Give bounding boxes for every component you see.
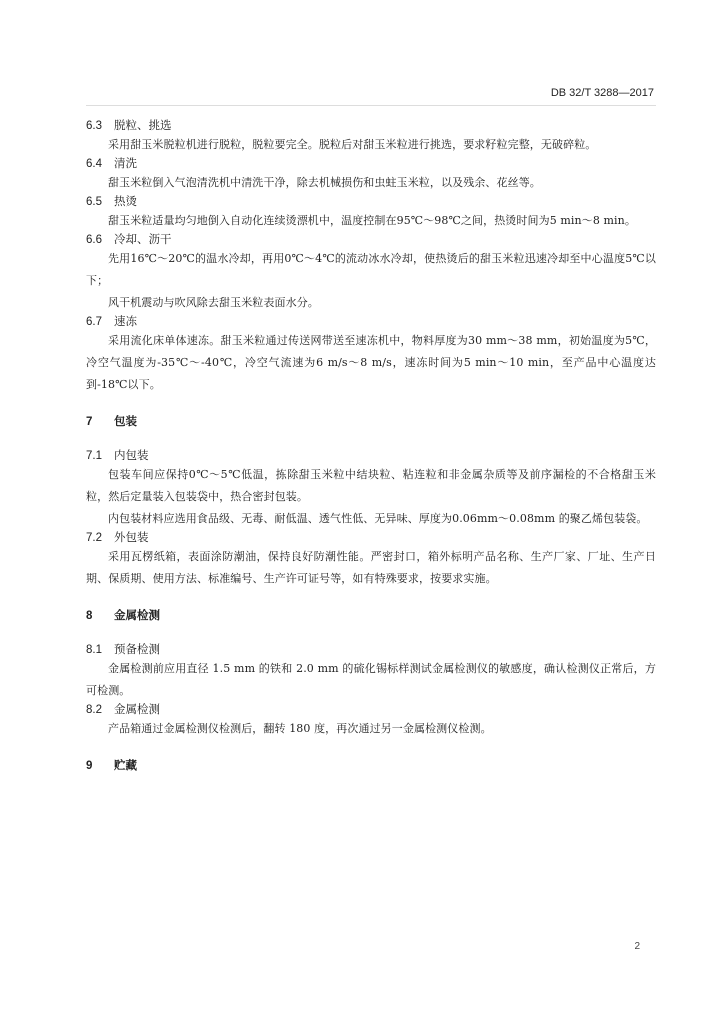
paragraph: 风干机震动与吹风除去甜玉米粒表面水分。 bbox=[108, 296, 319, 309]
heading-title: 清洗 bbox=[114, 158, 137, 170]
paragraph: 采用甜玉米脱粒机进行脱粒，脱粒要完全。脱粒后对甜玉米粒进行挑选，要求籽粒完整，无破碎粒。 bbox=[108, 138, 597, 151]
heading-title: 贮藏 bbox=[114, 760, 137, 772]
heading-8-1 bbox=[86, 642, 656, 658]
heading-number: 6.5 bbox=[86, 196, 102, 208]
heading-title: 外包装 bbox=[114, 532, 149, 544]
heading-number: 6.6 bbox=[86, 234, 102, 246]
heading-7-2 bbox=[86, 530, 656, 546]
heading-8 bbox=[86, 608, 656, 624]
paragraph: 金属检测前应用直径 1.5 mm 的铁和 2.0 mm 的硫化锡标样测试金属检测仪的敏感度，确认检测仪正常后，方可检测。 bbox=[86, 662, 656, 697]
document-code: DB 32/T 3288—2017 bbox=[550, 87, 654, 99]
heading-number: 6.3 bbox=[86, 120, 102, 132]
heading-number: 6.7 bbox=[86, 316, 102, 328]
heading-6-7 bbox=[86, 314, 656, 330]
heading-title: 内包装 bbox=[114, 450, 149, 462]
paragraph: 先用16℃～20℃的温水冷却，再用0℃～4℃的流动冰水冷却，使热烫后的甜玉米粒迅速冷却至中心温度5℃以下； bbox=[86, 252, 656, 287]
paragraph: 甜玉米粒倒入气泡清洗机中清洗干净，除去机械损伤和虫蛀玉米粒，以及残余、花丝等。 bbox=[108, 176, 541, 189]
heading-number: 8.1 bbox=[86, 644, 102, 656]
heading-title: 热烫 bbox=[114, 196, 137, 208]
heading-number: 9 bbox=[86, 760, 93, 772]
header-rule bbox=[86, 105, 656, 106]
paragraph: 采用流化床单体速冻。甜玉米粒通过传送网带送至速冻机中，物料厚度为30 mm～38 mm，初始温度为5℃，冷空气温度为-35℃～-40℃，冷空气流速为6 m/s～8 m/s，速冻时间为5 min～10 min，至产品中心温度达到-18℃以下。 bbox=[86, 334, 656, 391]
heading-number: 6.4 bbox=[86, 158, 102, 170]
heading-number: 8.2 bbox=[86, 704, 102, 716]
heading-number: 7.2 bbox=[86, 532, 102, 544]
heading-6-6 bbox=[86, 232, 656, 248]
heading-title: 预备检测 bbox=[114, 644, 160, 656]
heading-7 bbox=[86, 414, 656, 430]
heading-title: 金属检测 bbox=[114, 704, 160, 716]
paragraph: 包装车间应保持0℃～5℃低温，拣除甜玉米粒中结块粒、粘连粒和非金属杂质等及前序漏检的不合格甜玉米粒，然后定量装入包装袋中，热合密封包装。 bbox=[86, 468, 656, 503]
paragraph: 产品箱通过金属检测仪检测后，翻转 180 度，再次通过另一金属检测仪检测。 bbox=[108, 722, 492, 735]
document-body bbox=[86, 118, 656, 774]
paragraph: 甜玉米粒适量均匀地倒入自动化连续烫漂机中，温度控制在95℃～98℃之间，热烫时间为5 min～8 min。 bbox=[108, 214, 636, 227]
heading-number: 7 bbox=[86, 416, 93, 428]
heading-6-3 bbox=[86, 118, 656, 134]
heading-7-1 bbox=[86, 448, 656, 464]
heading-title: 冷却、沥干 bbox=[114, 234, 172, 246]
heading-title: 速冻 bbox=[114, 316, 137, 328]
paragraph: 采用瓦楞纸箱，表面涂防潮油，保持良好防潮性能。严密封口，箱外标明产品名称、生产厂家、厂址、生产日期、保质期、使用方法、标准编号、生产许可证号等，如有特殊要求，按要求实施。 bbox=[86, 550, 656, 585]
paragraph: 内包装材料应选用食品级、无毒、耐低温、透气性低、无异味、厚度为0.06mm～0.08mm 的聚乙烯包装袋。 bbox=[108, 512, 648, 525]
heading-6-5 bbox=[86, 194, 656, 210]
heading-number: 8 bbox=[86, 610, 93, 622]
heading-6-4 bbox=[86, 156, 656, 172]
heading-title: 金属检测 bbox=[114, 610, 160, 622]
heading-title: 脱粒、挑选 bbox=[114, 120, 172, 132]
heading-9 bbox=[86, 758, 656, 774]
heading-8-2 bbox=[86, 702, 656, 718]
page-number: 2 bbox=[634, 941, 640, 952]
heading-number: 7.1 bbox=[86, 450, 102, 462]
heading-title: 包装 bbox=[114, 416, 137, 428]
